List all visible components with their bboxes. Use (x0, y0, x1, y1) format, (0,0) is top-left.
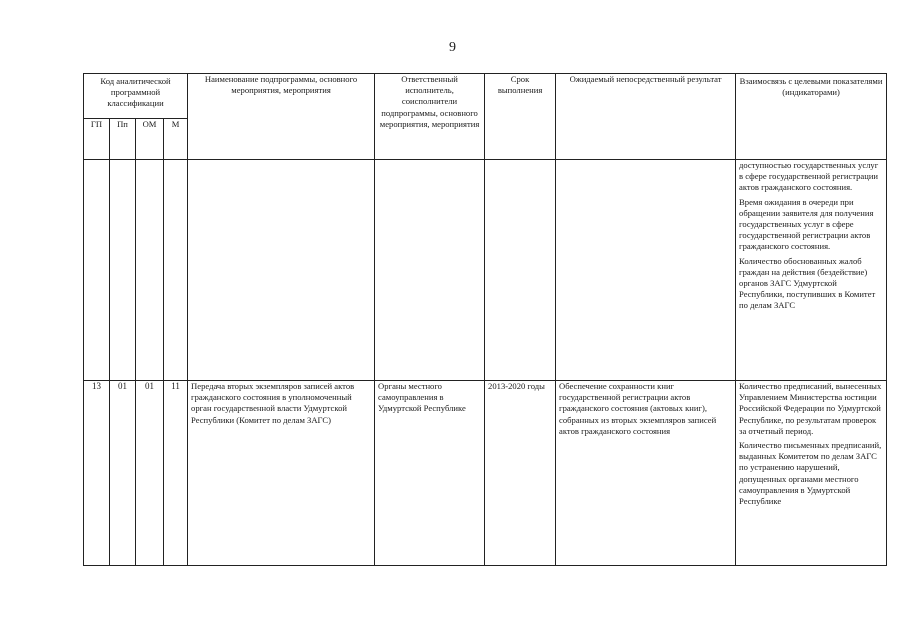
name-header: Наименование подпрограммы, основного мероприятия, мероприятия (188, 74, 375, 160)
pp-header: Пп (110, 119, 136, 160)
om-cell: 01 (136, 381, 164, 566)
page-number: 9 (449, 40, 456, 55)
program-plan-table (83, 73, 887, 566)
indicator-text: Количество письменных предписаний, выданных Комитетом по делам ЗАГС по устранению нарушений, допущенных органами местного самоуправления в Удмуртской Республике (739, 440, 882, 507)
indicator-text: доступностью государственных услуг в сфере государственной регистрации актов гражданского состояния. (739, 160, 879, 193)
table-row (84, 381, 887, 566)
indicator-text: Количество предписаний, вынесенных Управлением Министерства юстиции Российской Федерации по Удмуртской Республике, по результатам проверок за отчетный период. (739, 381, 882, 436)
om-cell (136, 160, 164, 381)
m-cell: 11 (164, 381, 188, 566)
result-cell (556, 160, 736, 381)
term-cell (485, 160, 556, 381)
executor-cell: Органы местного самоуправления в Удмуртской Республике (375, 381, 485, 566)
name-cell: Передача вторых экземпляров записей актов гражданского состояния в уполномоченный орган государственной власти Удмуртской Республики (Комитет по делам ЗАГС) (188, 381, 375, 566)
table-row (84, 160, 887, 381)
gp-cell (84, 160, 110, 381)
gp-header: ГП (84, 119, 110, 160)
executor-cell (375, 160, 485, 381)
term-cell: 2013-2020 годы (485, 381, 556, 566)
result-cell: Обеспечение сохранности книг государственной регистрации актов гражданского состояния (актовых книг), собранных из вторых экземпляров записей актов гражданского состояния (556, 381, 736, 566)
term-header: Срок выполнения (485, 74, 556, 160)
m-header: М (164, 119, 188, 160)
indicator-text: Количество обоснованных жалоб граждан на действия (бездействие) органов ЗАГС Удмуртской Республики, поступивших в Комитет по делам ЗАГС (739, 255, 876, 311)
indicators-cell (736, 160, 887, 381)
indicator-text: Время ожидания в очереди при обращении заявителя для получения государственных услуг в сфере государственной регистрации актов гражданского состояния. (739, 196, 874, 252)
header-row (84, 74, 887, 119)
pp-cell: 01 (110, 381, 136, 566)
gp-cell: 13 (84, 381, 110, 566)
indicators-cell (736, 381, 887, 566)
pp-cell (110, 160, 136, 381)
executor-header: Ответственный исполнитель, соисполнители подпрограммы, основного мероприятия, мероприятия (375, 74, 485, 160)
indicators-header: Взаимосвязь с целевыми показателями (индикаторами) (736, 74, 887, 160)
om-header: ОМ (136, 119, 164, 160)
code-group-header: Код аналитической программной классификации (84, 74, 188, 119)
name-cell (188, 160, 375, 381)
m-cell (164, 160, 188, 381)
result-header: Ожидаемый непосредственный результат (556, 74, 736, 160)
